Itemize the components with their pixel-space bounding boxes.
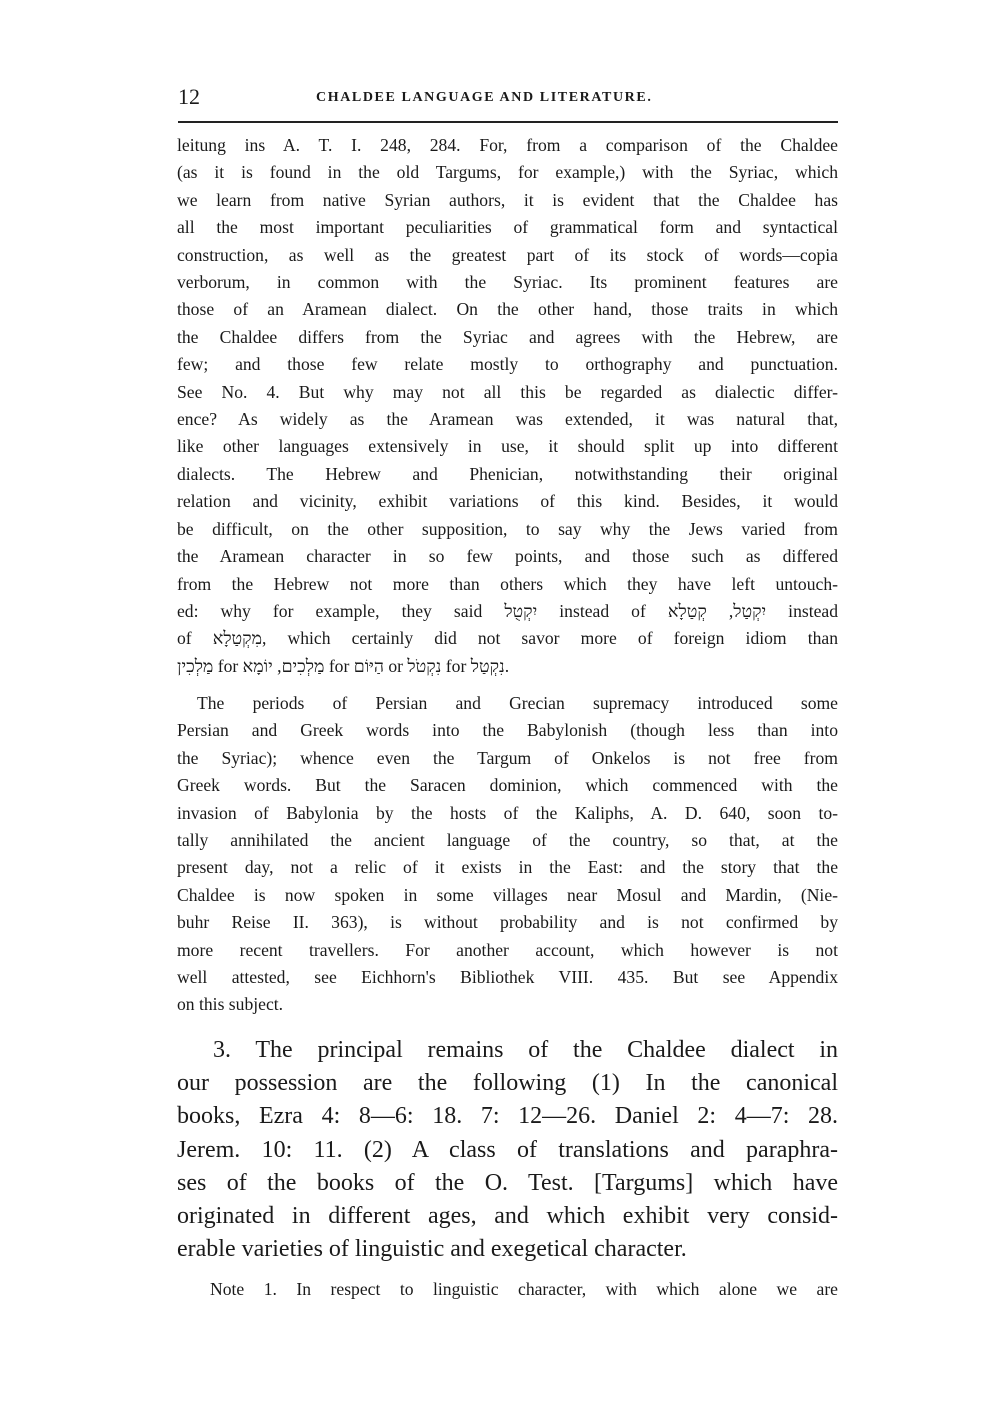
text-line: The periods of Persian and Grecian supremacy introduced some [197,693,838,713]
text-line-hebrew: מַלְכִין for מַלְכִים, יוֹמָא for הַיּוֹם or נִקְטֹל for נִקְטַל. [177,655,510,676]
text-line: Chaldee is now spoken in some villages near Mosul and Mardin, (Nie- [177,884,838,905]
page-header [178,84,838,114]
text-line: invasion of Babylonia by the hosts of the Kaliphs, A. D. 640, soon to- [177,802,838,823]
text-line: like other languages extensively in use, it should split up into different [177,436,838,457]
text-line: the Chaldee differs from the Syriac and agrees with the Hebrew, are [177,326,838,347]
text-line: be difficult, on the other supposition, to say why the Jews varied from [177,518,838,539]
text-line: the Aramean character in so few points, and those such as differed [177,546,838,567]
text-line: we learn from native Syrian authors, it is evident that the Chaldee has [177,189,838,210]
text-line: present day, not a relic of it exists in the East: and the story that the [177,857,838,878]
text-line: relation and vicinity, exhibit variations of this kind. Besides, it would [177,491,838,512]
header-rule [178,121,838,123]
text-line: ence? As widely as the Aramean was extended, it was natural that, [177,409,838,430]
note [177,1276,838,1302]
text-line: See No. 4. But why may not all this be regarded as dialectic differ- [177,381,838,402]
page-number: 12 [178,84,200,109]
text-line: more recent travellers. For another account, which however is not [177,939,838,960]
running-title: CHALDEE LANGUAGE AND LITERATURE. [316,90,653,105]
text-line-hebrew: ed: why for example, they said יִקְטֻל instead of יִקְטַל, קְטַלָא instead [177,600,839,621]
text-line: books, Ezra 4: 8—6: 18. 7: 12—26. Daniel 2: 4—7: 28. [177,1103,838,1130]
text-line: Greek words. But the Saracen dominion, which commenced with the [177,775,838,796]
text-line: the Syriac); whence even the Targum of Onkelos is not free from [177,747,838,768]
paragraph-1 [177,132,838,680]
text-line: (as it is found in the old Targums, for example,) with the Syriac, which [177,162,838,183]
text-line: verborum, in common with the Syriac. Its prominent features are [177,272,838,293]
text-line: tally annihilated the ancient language of the country, so that, at the [177,830,838,851]
text-line: buhr Reise II. 363), is without probability and is not confirmed by [177,912,838,933]
text-line: few; and those few relate mostly to orthography and punctuation. [177,354,838,375]
text-line: leitung ins A. T. I. 248, 284. For, from a comparison of the Chaldee [177,135,838,155]
note-line: Note 1. In respect to linguistic character, with which alone we are [210,1279,838,1299]
text-line: originated in different ages, and which exhibit very consid- [177,1203,838,1230]
text-line: on this subject. [177,994,284,1015]
text-line: those of an Aramean dialect. On the other hand, those traits in which [177,299,838,320]
text-line: all the most important peculiarities of grammatical form and syntactical [177,217,838,238]
text-line: 3. The principal remains of the Chaldee dialect in [213,1037,838,1063]
paragraph-2 [177,690,838,1019]
text-line: well attested, see Eichhorn's Bibliothek VIII. 435. But see Appendix [177,967,838,988]
text-line: Persian and Greek words into the Babylonish (though less than into [177,720,838,741]
text-line: dialects. The Hebrew and Phenician, notwithstanding their original [177,463,838,484]
text-line: our possession are the following (1) In the canonical [177,1070,838,1097]
text-line: ses of the books of the O. Test. [Targums] which have [177,1169,838,1196]
text-line-hebrew: of מִקְטַלָא, which certainly did not savor more of foreign idiom than [177,628,838,649]
text-line: from the Hebrew not more than others which they have left untouch- [177,573,838,594]
text-line: erable varieties of linguistic and exegetical character. [177,1236,687,1263]
text-line: construction, as well as the greatest part of its stock of words—copia [177,244,838,265]
paragraph-3 [177,1034,838,1266]
text-line: Jerem. 10: 11. (2) A class of translations and paraphra- [177,1136,838,1163]
